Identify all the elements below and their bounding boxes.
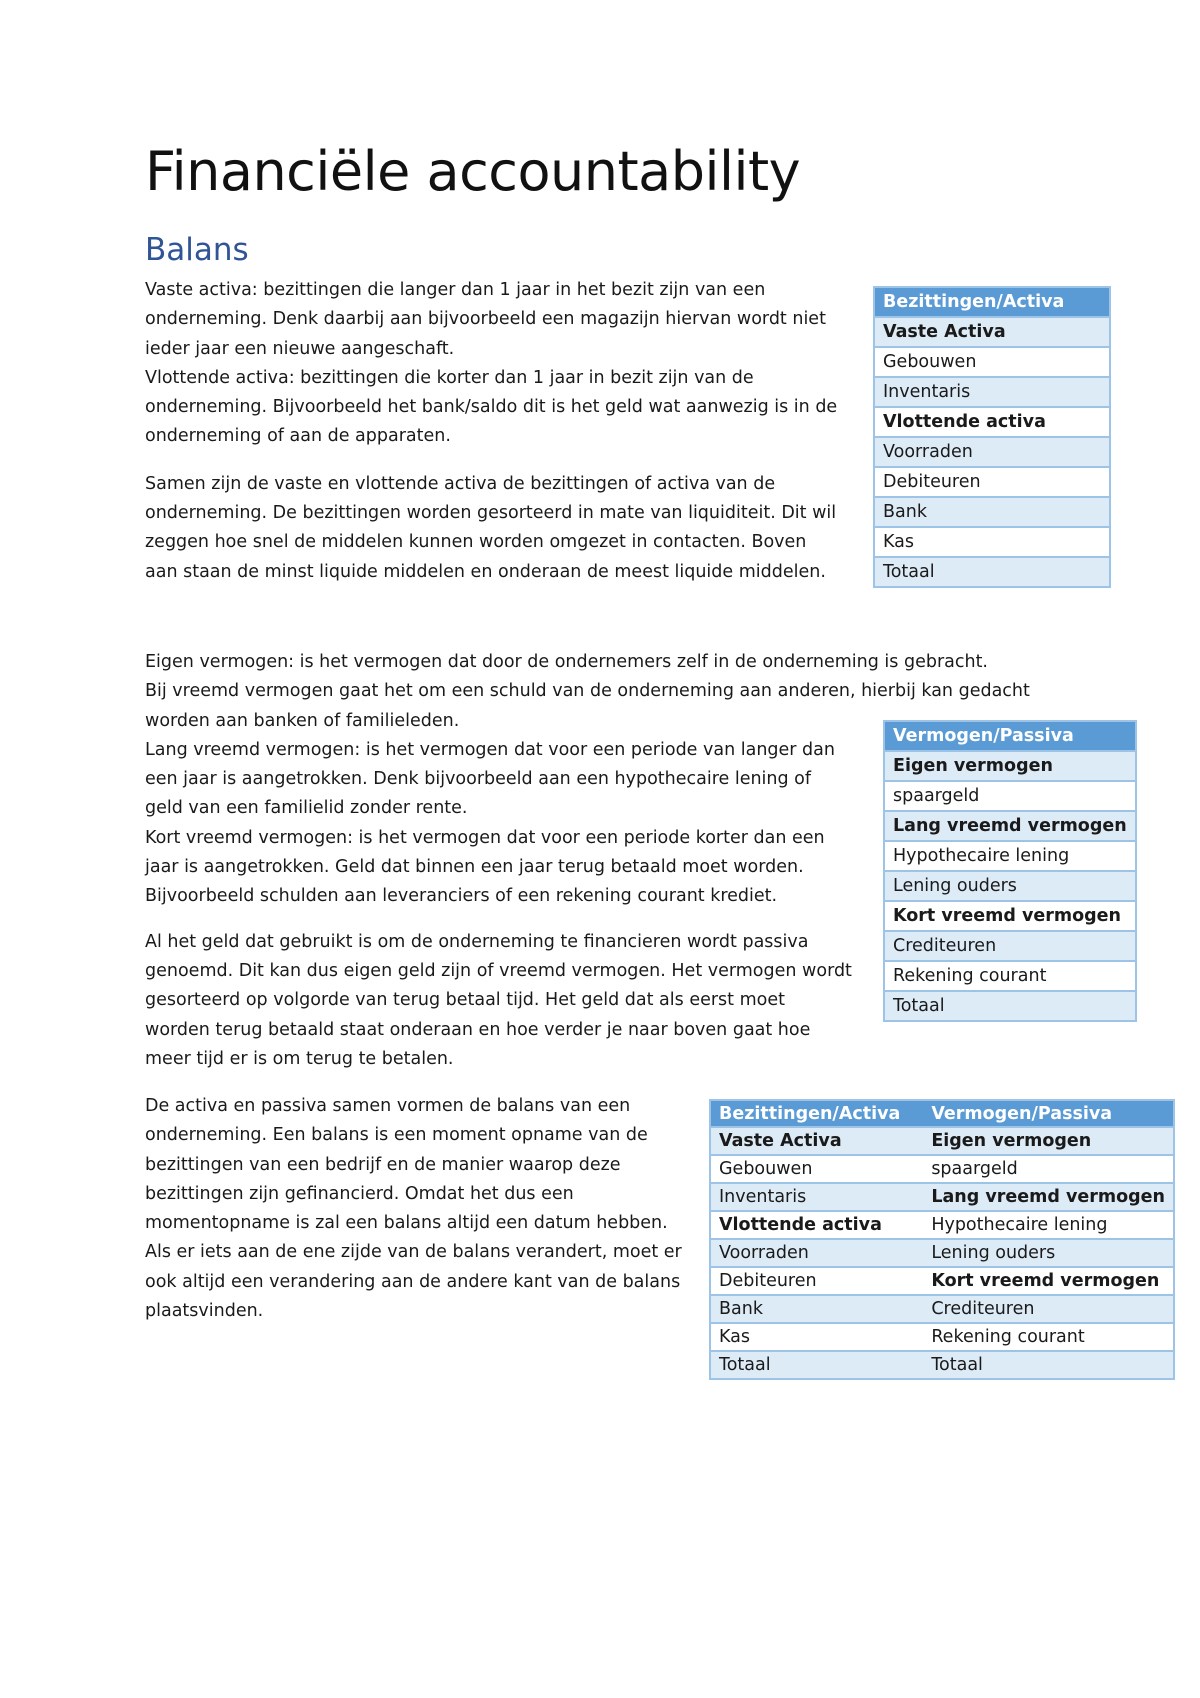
table-cell: Bank	[874, 497, 1110, 527]
paragraph-line: momentopname is zal een balans altijd een datum hebben.	[145, 1213, 668, 1234]
paragraph-line: worden aan banken of familieleden.	[145, 710, 460, 731]
paragraph-line: bezittingen van een bedrijf en de manier waarop deze	[145, 1154, 621, 1175]
paragraph-line: ieder jaar een nieuwe aangeschaft.	[145, 338, 455, 359]
table-cell: Bank	[710, 1295, 923, 1323]
paragraph-line: Als er iets aan de ene zijde van de balans verandert, moet er	[145, 1242, 682, 1263]
table-cell: Debiteuren	[874, 467, 1110, 497]
table-cell: Rekening courant	[884, 961, 1136, 991]
table-passiva	[883, 720, 1137, 1022]
paragraph-line: onderneming. De bezittingen worden gesorteerd in mate van liquiditeit. Dit wil	[145, 503, 837, 524]
page-title: Financiële accountability	[145, 140, 801, 203]
table-cell: spaargeld	[884, 781, 1136, 811]
paragraph-line: Kort vreemd vermogen: is het vermogen dat voor een periode korter dan een	[145, 827, 825, 848]
paragraph-line: aan staan de minst liquide middelen en onderaan de meest liquide middelen.	[145, 561, 826, 582]
table-activa	[873, 286, 1111, 588]
table-cell: Totaal	[923, 1351, 1174, 1379]
table-cell: Inventaris	[710, 1183, 923, 1211]
paragraph-line: Eigen vermogen: is het vermogen dat door de ondernemers zelf in de onderneming is gebracht.	[145, 652, 988, 672]
paragraph-line: gesorteerd op volgorde van terug betaal tijd. Het geld dat als eerst moet	[145, 990, 785, 1011]
table-cell: Voorraden	[874, 437, 1110, 467]
paragraph-line: worden terug betaald staat onderaan en hoe verder je naar boven gaat hoe	[145, 1019, 811, 1040]
table-cell: Debiteuren	[710, 1267, 923, 1295]
table-cell: Crediteuren	[923, 1295, 1174, 1323]
paragraph-line: De activa en passiva samen vormen de balans van een	[145, 1096, 631, 1116]
table-cell: Lang vreemd vermogen	[923, 1183, 1174, 1211]
table-cell: Vlottende activa	[874, 407, 1110, 437]
table-cell: Kas	[874, 527, 1110, 557]
table-header: Vermogen/Passiva	[884, 721, 1136, 751]
table-cell: spaargeld	[923, 1155, 1174, 1183]
table-cell: Lening ouders	[923, 1239, 1174, 1267]
table-cell: Voorraden	[710, 1239, 923, 1267]
table-cell: Kort vreemd vermogen	[923, 1267, 1174, 1295]
paragraph-line: jaar is aangetrokken. Geld dat binnen een jaar terug betaald moet worden.	[145, 857, 804, 878]
paragraph-line: plaatsvinden.	[145, 1301, 264, 1322]
table-cell: Totaal	[884, 991, 1136, 1021]
table-cell: Inventaris	[874, 377, 1110, 407]
table-cell: Rekening courant	[923, 1323, 1174, 1351]
paragraph-line: Al het geld dat gebruikt is om de onderneming te financieren wordt passiva	[145, 931, 809, 952]
paragraph-line: Samen zijn de vaste en vlottende activa de bezittingen of activa van de	[145, 473, 776, 494]
table-cell: Gebouwen	[710, 1155, 923, 1183]
table-cell: Vaste Activa	[710, 1127, 923, 1155]
table-cell: Eigen vermogen	[923, 1127, 1174, 1155]
paragraph-line: Bijvoorbeeld schulden aan leveranciers of een rekening courant krediet.	[145, 886, 778, 907]
paragraph-line: onderneming. Denk daarbij aan bijvoorbeeld een magazijn hiervan wordt niet	[145, 309, 826, 330]
paragraph-line: onderneming of aan de apparaten.	[145, 426, 451, 447]
table-header: Bezittingen/Activa	[874, 287, 1110, 317]
paragraph-line: zeggen hoe snel de middelen kunnen worden omgezet in contacten. Boven	[145, 532, 807, 553]
section-heading-balans: Balans	[145, 232, 249, 268]
table-cell: Gebouwen	[874, 347, 1110, 377]
table-cell: Eigen vermogen	[884, 751, 1136, 781]
table-cell: Vlottende activa	[710, 1211, 923, 1239]
text-block-activa	[145, 276, 837, 587]
paragraph-line: ook altijd een verandering aan de andere kant van de balans	[145, 1271, 681, 1292]
table-cell: Kas	[710, 1323, 923, 1351]
text-block-balans	[145, 1092, 682, 1326]
table-cell: Hypothecaire lening	[884, 841, 1136, 871]
paragraph-line: onderneming. Een balans is een moment opname van de	[145, 1125, 648, 1146]
paragraph-line: bezittingen zijn gefinancierd. Omdat het dus een	[145, 1183, 574, 1204]
paragraph-line: geld van een familielid zonder rente.	[145, 798, 468, 819]
table-cell: Vaste Activa	[874, 317, 1110, 347]
table-cell: Lening ouders	[884, 871, 1136, 901]
table-cell: Hypothecaire lening	[923, 1211, 1174, 1239]
table-cell: Crediteuren	[884, 931, 1136, 961]
paragraph-line: Vlottende activa: bezittingen die korter dan 1 jaar in bezit zijn van de	[145, 367, 754, 388]
paragraph-line: meer tijd er is om terug te betalen.	[145, 1048, 454, 1069]
paragraph-line: genoemd. Dit kan dus eigen geld zijn of vreemd vermogen. Het vermogen wordt	[145, 960, 852, 981]
table-header-activa: Bezittingen/Activa	[710, 1100, 923, 1127]
paragraph-line: Bij vreemd vermogen gaat het om een schuld van de onderneming aan anderen, hierbij kan gedacht	[145, 681, 1030, 702]
table-cell: Totaal	[874, 557, 1110, 587]
table-balans	[709, 1099, 1175, 1380]
paragraph-line: Lang vreemd vermogen: is het vermogen dat voor een periode van langer dan	[145, 739, 835, 760]
paragraph-line: een jaar is aangetrokken. Denk bijvoorbeeld aan een hypothecaire lening of	[145, 769, 812, 790]
paragraph-line: Vaste activa: bezittingen die langer dan 1 jaar in het bezit zijn van een	[145, 280, 766, 300]
table-cell: Totaal	[710, 1351, 923, 1379]
paragraph-line: onderneming. Bijvoorbeeld het bank/saldo dit is het geld wat aanwezig is in de	[145, 397, 838, 418]
table-cell: Lang vreemd vermogen	[884, 811, 1136, 841]
table-cell: Kort vreemd vermogen	[884, 901, 1136, 931]
table-header-passiva: Vermogen/Passiva	[923, 1100, 1174, 1127]
